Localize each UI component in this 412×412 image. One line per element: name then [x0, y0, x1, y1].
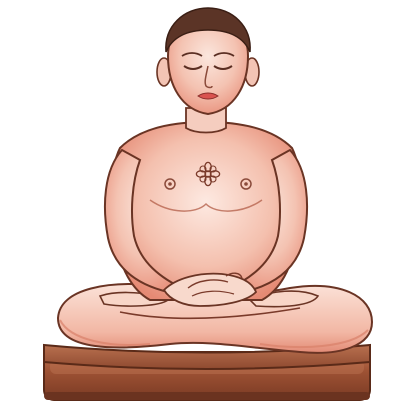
head: [157, 8, 259, 114]
